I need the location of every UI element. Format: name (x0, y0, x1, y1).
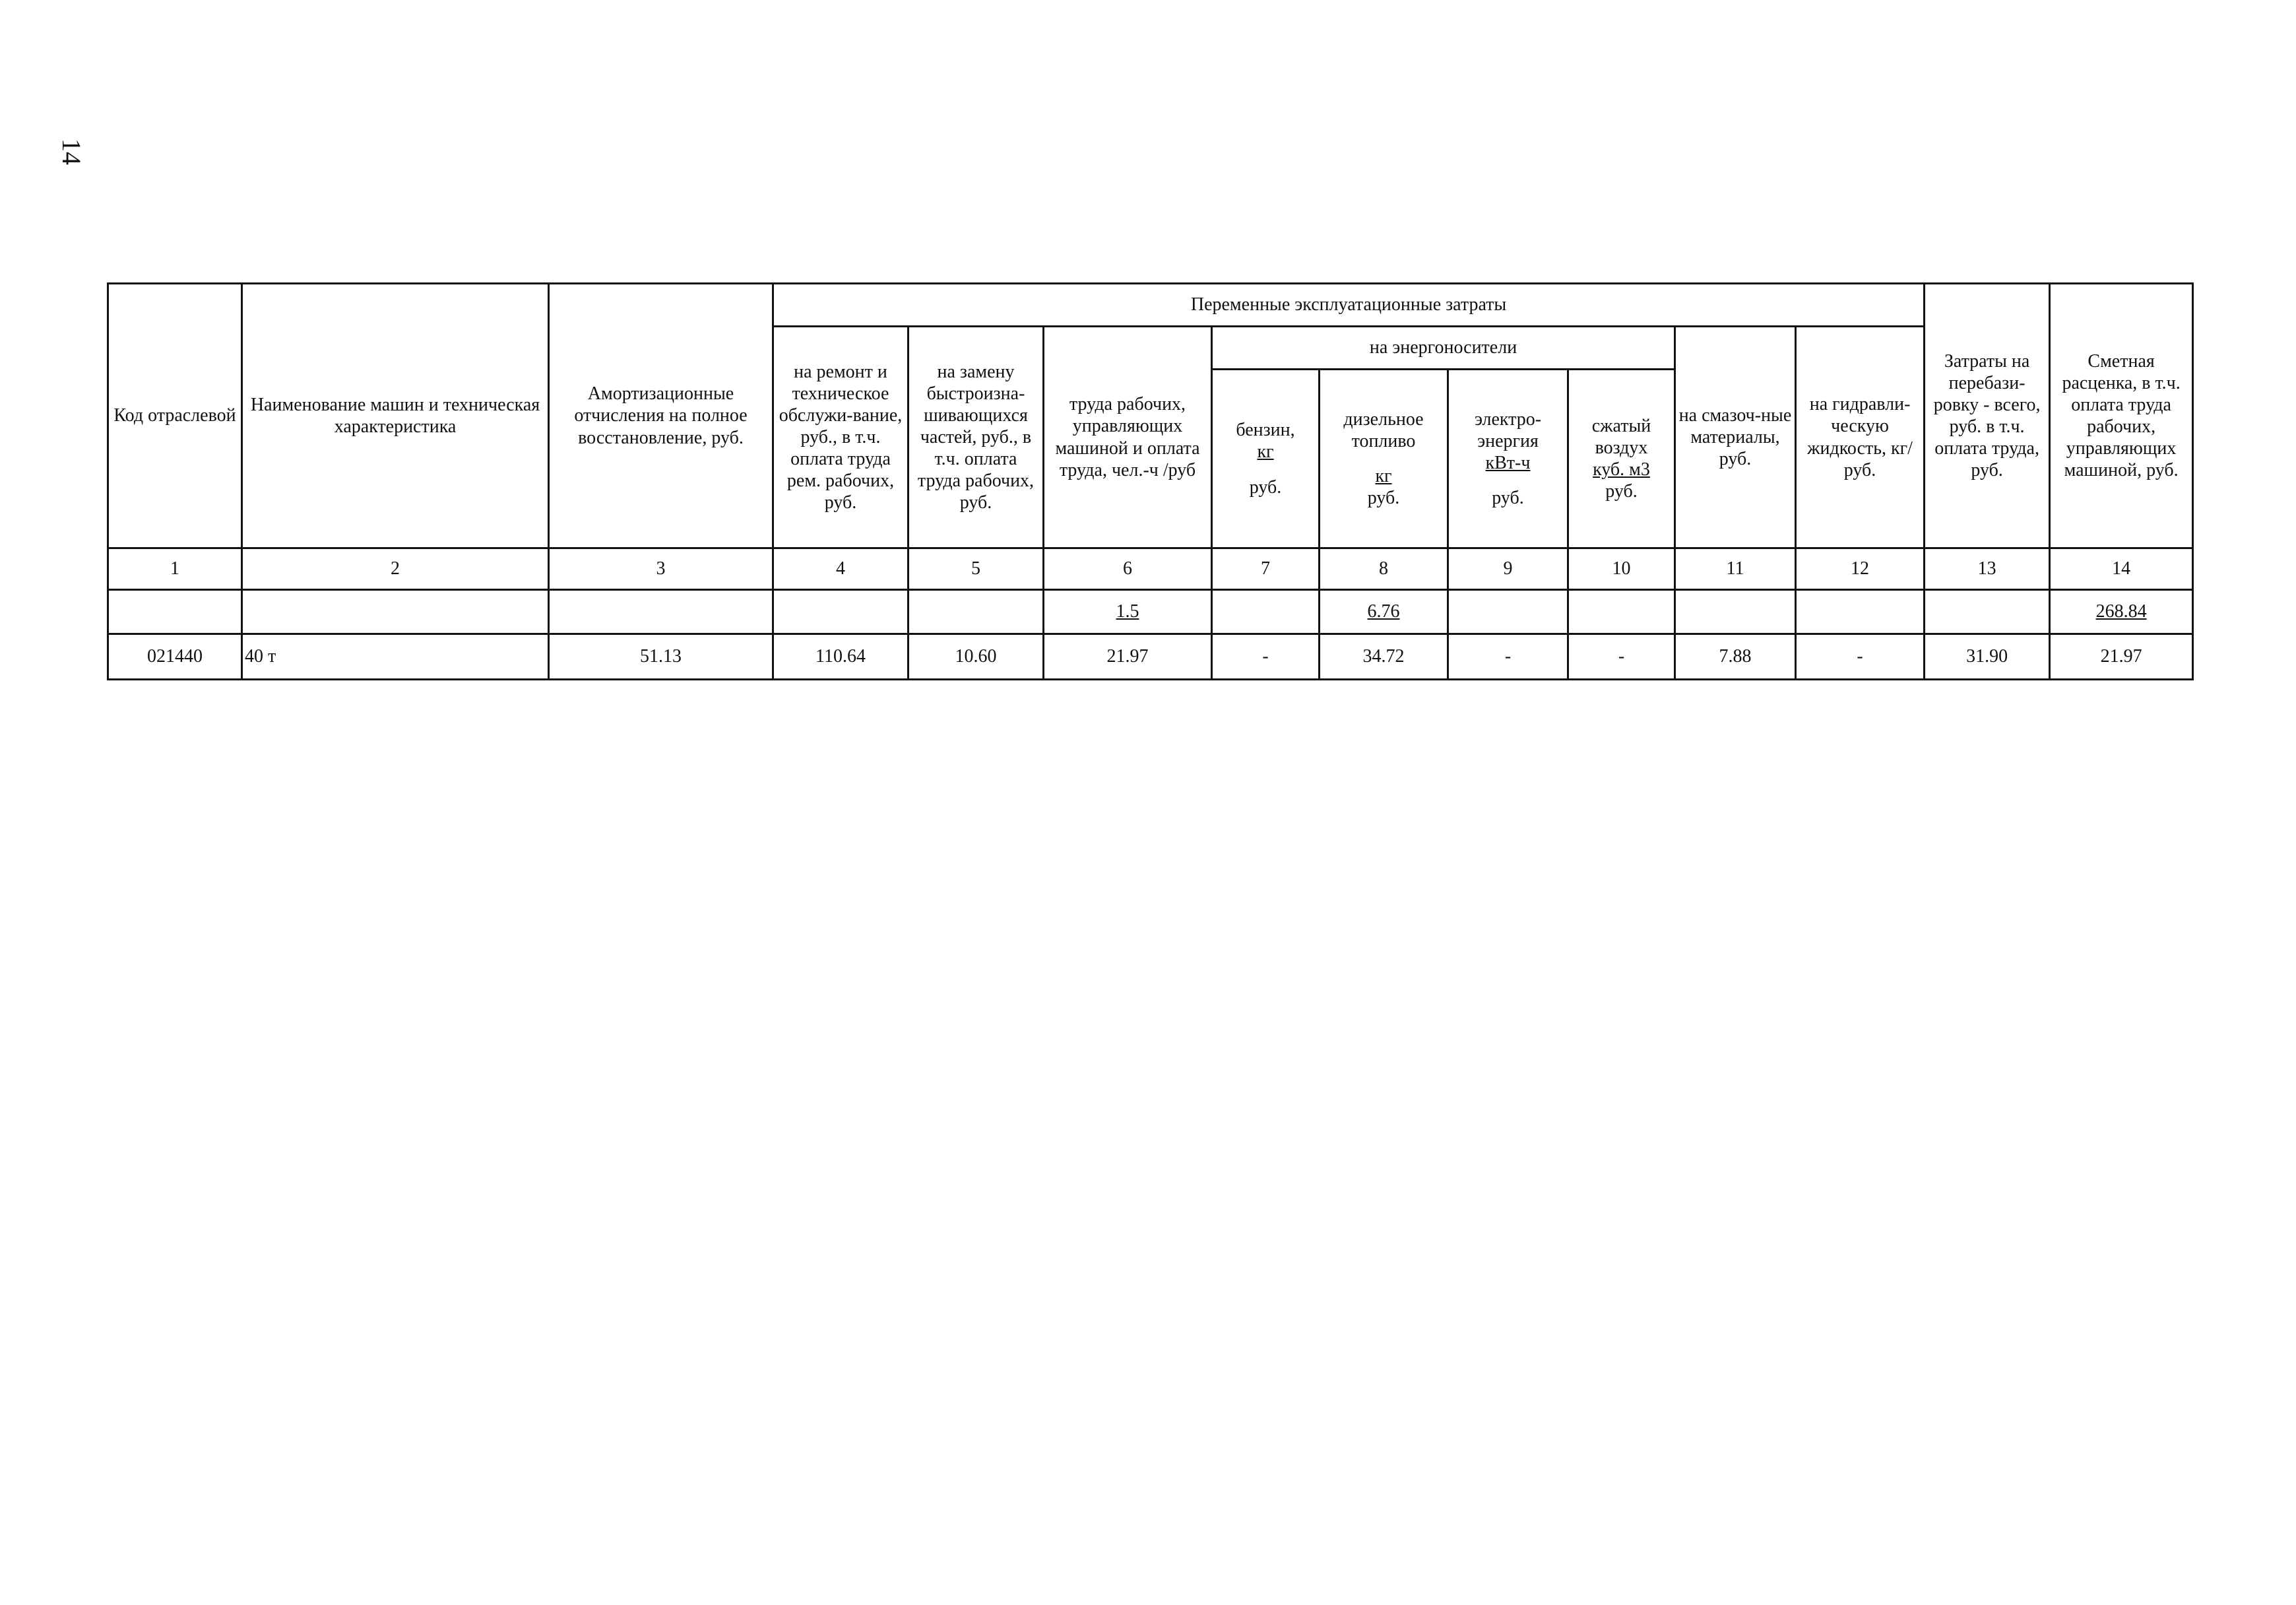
col-number: 8 (1320, 548, 1448, 590)
electricity-label: электро-энергия (1474, 409, 1542, 451)
depreciation-value: 51.13 (549, 634, 773, 680)
gasoline-label: бензин, (1236, 420, 1295, 441)
table-row-bottom (108, 634, 2193, 680)
header-variable-costs: Переменные эксплуатационные затраты (773, 284, 1925, 327)
diesel-rub: руб. (1367, 488, 1400, 509)
header-lubricants: на смазоч-ные материалы, руб. (1675, 327, 1796, 548)
header-compressed-air (1568, 370, 1675, 548)
diesel-kg: 6.76 (1320, 590, 1448, 634)
header-gasoline (1212, 370, 1320, 548)
header-repair: на ремонт и техническое обслужи-вание, руб., в т.ч. оплата труда рем. рабочих, руб. (773, 327, 909, 548)
col-number: 14 (2050, 548, 2193, 590)
col-number: 12 (1796, 548, 1925, 590)
repair-value: 110.64 (773, 634, 909, 680)
machine-code: 021440 (108, 634, 242, 680)
rates-table-wrapper (107, 282, 2192, 680)
col-number: 3 (549, 548, 773, 590)
col-number: 7 (1212, 548, 1320, 590)
col-number: 6 (1044, 548, 1212, 590)
air-unit: куб. м3 (1593, 459, 1650, 480)
gasoline-rub: руб. (1249, 476, 1282, 498)
machine-name: 40 т (242, 634, 549, 680)
header-machine-name: Наименование машин и техническая характеристика (242, 284, 549, 548)
col-number: 11 (1675, 548, 1796, 590)
air-value: - (1568, 634, 1675, 680)
header-code: Код отраслевой (108, 284, 242, 548)
col-number: 1 (108, 548, 242, 590)
header-diesel (1320, 370, 1448, 548)
estimate-total: 268.84 (2050, 590, 2193, 634)
estimate-labor: 21.97 (2050, 634, 2193, 680)
header-labor: труда рабочих, управляющих машиной и оплата труда, чел.-ч /руб (1044, 327, 1212, 548)
relocation-value: 31.90 (1925, 634, 2050, 680)
header-relocation: Затраты на перебази-ровку - всего, руб. в т.ч. оплата труда, руб. (1925, 284, 2050, 548)
hydraulic-value: - (1796, 634, 1925, 680)
diesel-unit: кг (1375, 466, 1392, 486)
diesel-label: дизельное топливо (1343, 409, 1424, 451)
electricity-rub: руб. (1492, 488, 1524, 509)
labor-hours: 1.5 (1044, 590, 1212, 634)
col-number: 9 (1448, 548, 1568, 590)
header-parts-replacement: на замену быстроизна-шивающихся частей, руб., в т.ч. оплата труда рабочих, руб. (909, 327, 1044, 548)
header-hydraulic-fluid: на гидравли-ческую жидкость, кг/руб. (1796, 327, 1925, 548)
table-row-top (108, 590, 2193, 634)
col-number: 5 (909, 548, 1044, 590)
diesel-rub-value: 34.72 (1320, 634, 1448, 680)
col-number: 2 (242, 548, 549, 590)
header-depreciation: Амортизационные отчисления на полное восстановление, руб. (549, 284, 773, 548)
lubricants-value: 7.88 (1675, 634, 1796, 680)
electricity-unit: кВт-ч (1485, 453, 1531, 473)
electricity-value: - (1448, 634, 1568, 680)
header-electricity (1448, 370, 1568, 548)
air-rub: руб. (1605, 481, 1638, 502)
gasoline-value: - (1212, 634, 1320, 680)
page-number: 14 (57, 139, 86, 165)
machine-rates-table (107, 282, 2194, 680)
parts-value: 10.60 (909, 634, 1044, 680)
col-number: 10 (1568, 548, 1675, 590)
air-label: сжатый воздух (1591, 415, 1651, 458)
labor-rub: 21.97 (1044, 634, 1212, 680)
column-numbers-row (108, 548, 2193, 590)
gasoline-unit: кг (1257, 442, 1274, 463)
col-number: 13 (1925, 548, 2050, 590)
header-energy: на энергоносители (1212, 327, 1675, 370)
col-number: 4 (773, 548, 909, 590)
header-estimate-rate: Сметная расценка, в т.ч. оплата труда рабочих, управляющих машиной, руб. (2050, 284, 2193, 548)
